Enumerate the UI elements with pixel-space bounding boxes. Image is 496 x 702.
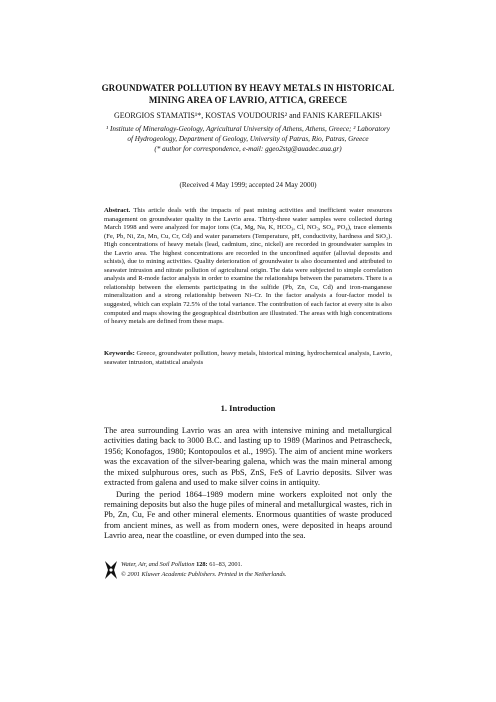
body-text [104,426,392,543]
keywords [104,350,392,367]
keywords-label: Keywords: [104,350,135,357]
author-list: GEORGIOS STAMATIS¹*, KOSTAS VOUDOURIS² and FANIS KAREFILAKIS¹ [113,111,383,120]
journal-volume: 128: [196,561,208,568]
publisher-logo-icon [104,560,118,580]
copyright-line: © 2001 Kluwer Academic Publishers. Printed in the Netherlands. [121,570,287,578]
affiliation-line-1: ¹ Institute of Mineralogy-Geology, Agricultural University of Athens, Athens, Greece; ² Laboratory [106,125,390,133]
abstract-label: Abstract. [104,207,131,214]
journal-info [121,560,287,579]
abstract [104,207,392,327]
publisher-footer [104,560,404,586]
paragraph-1: The area surrounding Lavrio was an area with intensive mining and metallurgical activities dating back to 3000 B.C. and lasting up to 1989 (Marinos and Petrascheck, 1956; Konofagos, 1980; Kontopoulos et al., 1995). The aim of ancient mine workers was the excavation of the silver-bearing galena, which was the main mineral among the mixed sulphurous ores, such as PbS, ZnS, FeS of Lavrio deposits. Silver was extracted from galena and used to make silver coins in antiquity. [104,426,392,488]
keywords-text: Greece, groundwater pollution, heavy metals, historical mining, hydrochemical analysis, Lavrio, seawater intrusion, statistical analysis [104,350,392,366]
paragraph-2: During the period 1864–1989 modern mine workers exploited not only the remaining deposits but also the huge piles of mineral and metallurgical wastes, rich in Pb, Zn, Cu, Fe and other mineral elements. Enormous quantities of waste produced from ancient mines, as well as from modern ones, were deposited in heaps around Lavrio area, near the coastline, or even dumped into the sea. [104,489,392,541]
journal-pages: 61–83, 2001. [209,561,243,568]
section-heading-introduction: 1. Introduction [220,403,276,413]
journal-name: Water, Air, and Soil Pollution [121,561,195,568]
received-dates: (Received 4 May 1999; accepted 24 May 2000) [179,181,317,189]
title-line-1: GROUNDWATER POLLUTION BY HEAVY METALS IN HISTORICAL [101,83,395,93]
affiliation-line-2: of Hydrogeology, Department of Geology, University of Patras, Rio, Patras, Greece [127,135,369,143]
journal-citation [121,560,287,570]
title-line-2: MINING AREA OF LAVRIO, ATTICA, GREECE [148,95,348,105]
abstract-text: This article deals with the impacts of past mining activities and inefficient water resources management on groundwater quality in the Lavrio area. Thirty-three water samples were collected during March 1998 and were analyzed for major ions (Ca, Mg, Na, K, HCO₃, Cl, NO₃, SO₄, PO₄), trace elements (Fe, Pb, Ni, Zn, Mn, Cu, Cr, Cd) and water parameters (Temperature, pH, conductivity, hardness and SiO₂). High concentrations of heavy metals (lead, cadmium, zinc, nickel) are recorded in groundwater samples in the Lavrio area. The highest concentrations are recorded in the unconfined aquifer (alluvial deposits and schists), due to mining activities. Quality deterioration of groundwater is also documented and attributed to seawater intrusion and nitrate pollution of agricultural origin. The data were subjected to simple correlation analysis and R-mode factor analysis in order to examine the relationships between the parameters. There is a relationship between the elements participating in the sulfide (Pb, Zn, Cu, Cd) and iron-manganese mineralization and a strong relationship between Ni–Cr. In the factor analysis a four-factor model is suggested, which can explain 72.5% of the total variance. The contribution of each factor at every site is also computed and maps showing the geographical distribution are illustrated. The areas with high concentrations of heavy metals are defined from these maps. [104,207,393,326]
affiliations [60,124,436,154]
affiliation-line-3: (* author for correspondence, e-mail: ggeo2stg@auadec.aua.gr) [154,145,342,153]
paper-title [60,82,436,106]
